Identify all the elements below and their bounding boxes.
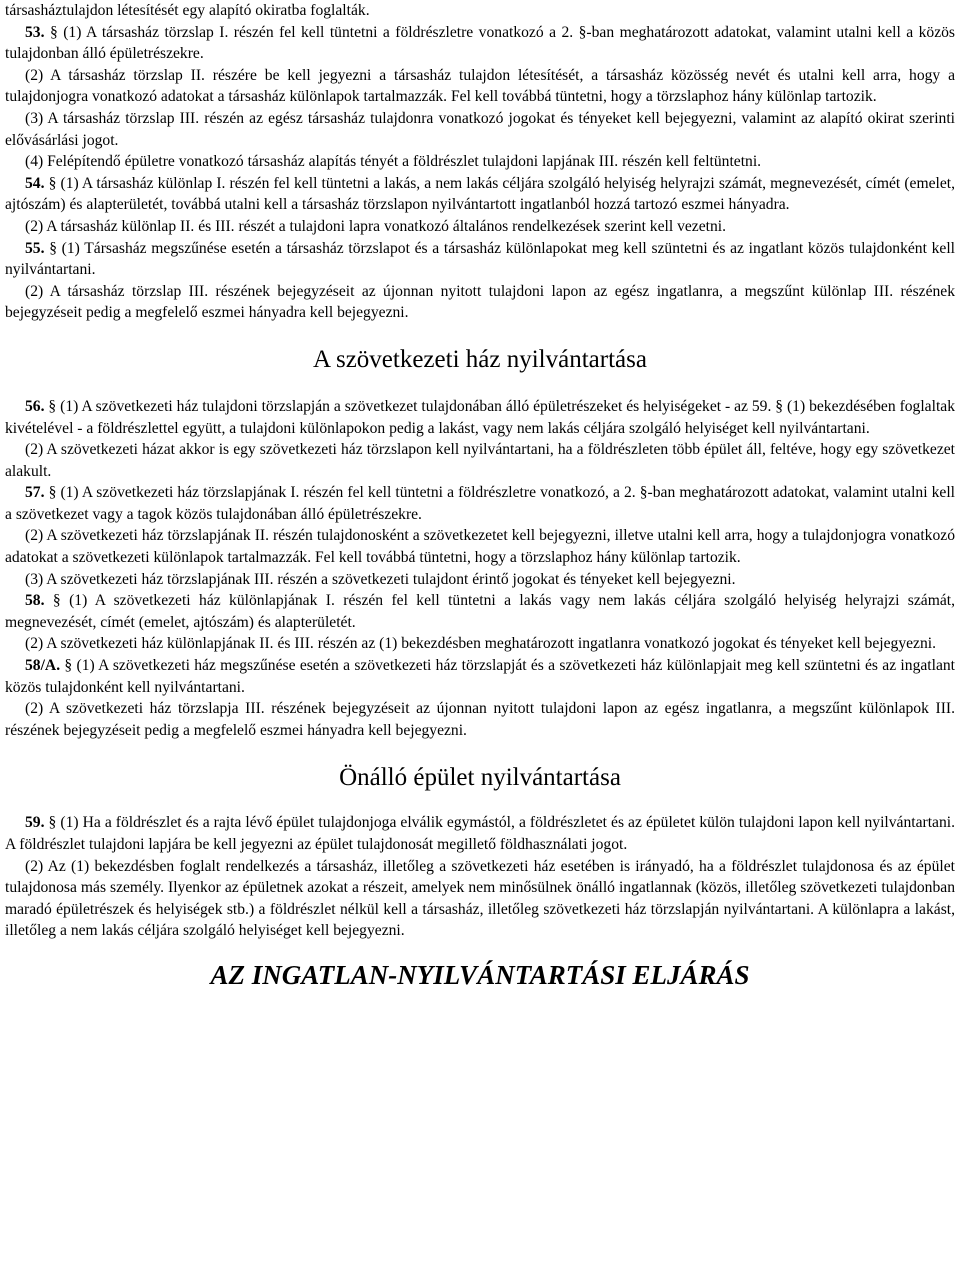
paragraph: (2) A társasház törzslap II. részére be kell jegyezni a társasház tulajdon létesítését, a társasház közösség nevét és utalni kell arra, hogy a tulajdonjogra vonatkozó adatokat a társasház különlapok tartalmazzák. Fel kell továbbá tüntetni, hogy a törzslaphoz hány különlap tartozik. xyxy=(5,66,955,106)
paragraph: (2) A társasház törzslap III. részének bejegyzéseit az újonnan nyitott tulajdoni lapon az egész ingatlanra, a megszűnt különlap III. részének bejegyzéseit pedig a megfelelő eszmei hányadra kell bejegyezni. xyxy=(5,282,955,322)
paragraph: (2) A szövetkezeti ház törzslapja III. részének bejegyzéseit az újonnan nyitott tulajdoni lapon az egész ingatlanra, a megszűnt különlapok III. részének bejegyzéseit pedig a megfelelő eszmei hányadra kell bejegyezni. xyxy=(5,700,955,739)
section-heading: Önálló épület nyilvántartása xyxy=(339,764,621,792)
paragraph-section-55 xyxy=(5,238,955,281)
section-number: 57. xyxy=(25,484,45,502)
paragraph: (2) A szövetkezeti ház törzslapjának II. részén tulajdonosként a szövetkezetet kell bejegyezni, illetve utalni kell arra, hogy a tulajdonjogra vonatkozó adatokat a szövetkezeti különlapok tartalmazzák. Fel kell továbbá tüntetni, hogy a törzslaphoz hány különlap tartozik. xyxy=(5,527,955,567)
section-number: 58. xyxy=(25,592,45,610)
section-number: 59. xyxy=(25,814,45,832)
paragraph: (3) A szövetkezeti ház törzslapjának III. részén a szövetkezeti tulajdont érintő jogokat és tényeket kell bejegyezni. xyxy=(25,570,736,588)
paragraph-text: § (1) Ha a földrészlet és a rajta lévő épület tulajdonjoga elválik egymástól, a földrészletet és az épületet külön tulajdoni lapon kell nyilvántartani. A földrészlet tulajdoni lapjára be kell jegyezni az épület tulajdonosát megillető földhasználati jogot. xyxy=(5,814,955,853)
section-heading: A szövetkezeti ház nyilvántartása xyxy=(313,345,647,373)
paragraph-text: § (1) A szövetkezeti ház különlapjának I. részén fel kell tüntetni a lakás vagy nem lakás céljára szolgáló helyiség helyrajzi számát, megnevezését, címét (emelet, ajtószám) és alapterületét. xyxy=(5,592,955,631)
section-number: 58/A. xyxy=(25,657,61,675)
paragraph-text: § (1) A szövetkezeti ház törzslapjának I. részén fel kell tüntetni a földrészletre vonatkozó, a 2. §-ban meghatározott adatokat, valamint utalni kell a szövetkezet vagy a tagok közös tulajdonában álló épületrészekre. xyxy=(5,484,955,523)
paragraph-text: § (1) Társasház megszűnése esetén a társasház törzslapot és a társasház különlapokat meg kell szüntetni és az ingatlant közös tulajdonként kell nyilvántartani. xyxy=(5,239,955,279)
paragraph-section-57 xyxy=(5,482,955,525)
paragraph: (3) A társasház törzslap III. részén az egész társasház tulajdonra vonatkozó jogokat és tényeket kell bejegyezni, valamint az alapító okirat szerinti elővásárlási jogot. xyxy=(5,109,955,149)
paragraph: (4) Felépítendő épületre vonatkozó társasház alapítás tényét a földrészlet tulajdoni lapjának III. részén kell feltüntetni. xyxy=(25,153,762,171)
section-number: 54. xyxy=(25,174,45,192)
section-number: 55. xyxy=(25,239,45,257)
paragraph-text: § (1) A társasház különlap I. részén fel kell tüntetni a lakás, a nem lakás céljára szolgáló helyiség helyrajzi számát, megnevezését, címét (emelet, ajtószám) és alapterületét, továbbá utalni kell a társasház törzslapon nyilvántartott ingatlanból hozzá tartozó eszmei hányadra. xyxy=(5,174,955,214)
paragraph-text: § (1) A szövetkezeti ház megszűnése esetén a szövetkezeti ház törzslapját és a szövetkezeti ház különlapjait meg kell szüntetni és az ingatlant közös tulajdonként kell nyilvántartani. xyxy=(5,657,955,696)
paragraph-section-58 xyxy=(5,590,955,633)
section-number: 53. xyxy=(25,23,45,41)
section-number: 56. xyxy=(25,397,45,415)
paragraph-section-59 xyxy=(5,812,955,855)
paragraph-section-54 xyxy=(5,173,955,216)
paragraph: (2) Az (1) bekezdésben foglalt rendelkezés a társasház, illetőleg a szövetkezeti ház esetében is irányadó, ha a földrészlet tulajdonosa és az épület tulajdonosa más személy. Ilyenkor az épületnek azokat a részeit, amelyek nem minősülnek önálló ingatlannak (közös, illetőleg szövetkezeti tulajdonban maradó épületrészek és helyiségek stb.) a földrészlet nélkül kell a társasház, illetőleg szövetkezeti ház törzslapján nyilvántartani. A különlapra a lakást, illetőleg a nem lakás céljára szolgáló helyiséget kell bejegyezni. xyxy=(5,857,955,940)
paragraph-text: § (1) A társasház törzslap I. részén fel kell tüntetni a földrészletre vonatkozó a 2. §-ban meghatározott adatokat, valamint utalni kell a közös tulajdonban álló épületrészekre. xyxy=(5,23,955,63)
document-page xyxy=(5,0,955,991)
paragraph: (2) A szövetkezeti házat akkor is egy szövetkezeti ház törzslapon kell nyilvántartani, ha a földrészleten több épület áll, feltéve, hogy egy szövetkezet alakult. xyxy=(5,441,955,480)
paragraph: társasháztulajdon létesítését egy alapító okiratba foglalták. xyxy=(5,2,370,19)
paragraph: (2) A társasház különlap II. és III. részét a tulajdoni lapra vonatkozó általános rendelkezések szerint kell vezetni. xyxy=(25,217,727,235)
paragraph-section-56 xyxy=(5,396,955,439)
chapter-heading: AZ INGATLAN-NYILVÁNTARTÁSI ELJÁRÁS xyxy=(210,959,750,990)
paragraph-text: § (1) A szövetkezeti ház tulajdoni törzslapján a szövetkezet tulajdonában álló épületrészeket és helyiségeket - az 59. § (1) bekezdésében foglaltak kivételével - a földrészlettel együtt, a tulajdoni különlapokon pedig a lakást, vagy nem lakás céljára szolgáló helyiséget kell nyilvántartani. xyxy=(5,397,955,437)
paragraph-section-53 xyxy=(5,22,955,65)
paragraph-section-58a xyxy=(5,655,955,698)
paragraph: (2) A szövetkezeti ház különlapjának II. és III. részén az (1) bekezdésben meghatározott ingatlanra vonatkozó jogokat és tényeket kell bejegyezni. xyxy=(25,635,936,653)
